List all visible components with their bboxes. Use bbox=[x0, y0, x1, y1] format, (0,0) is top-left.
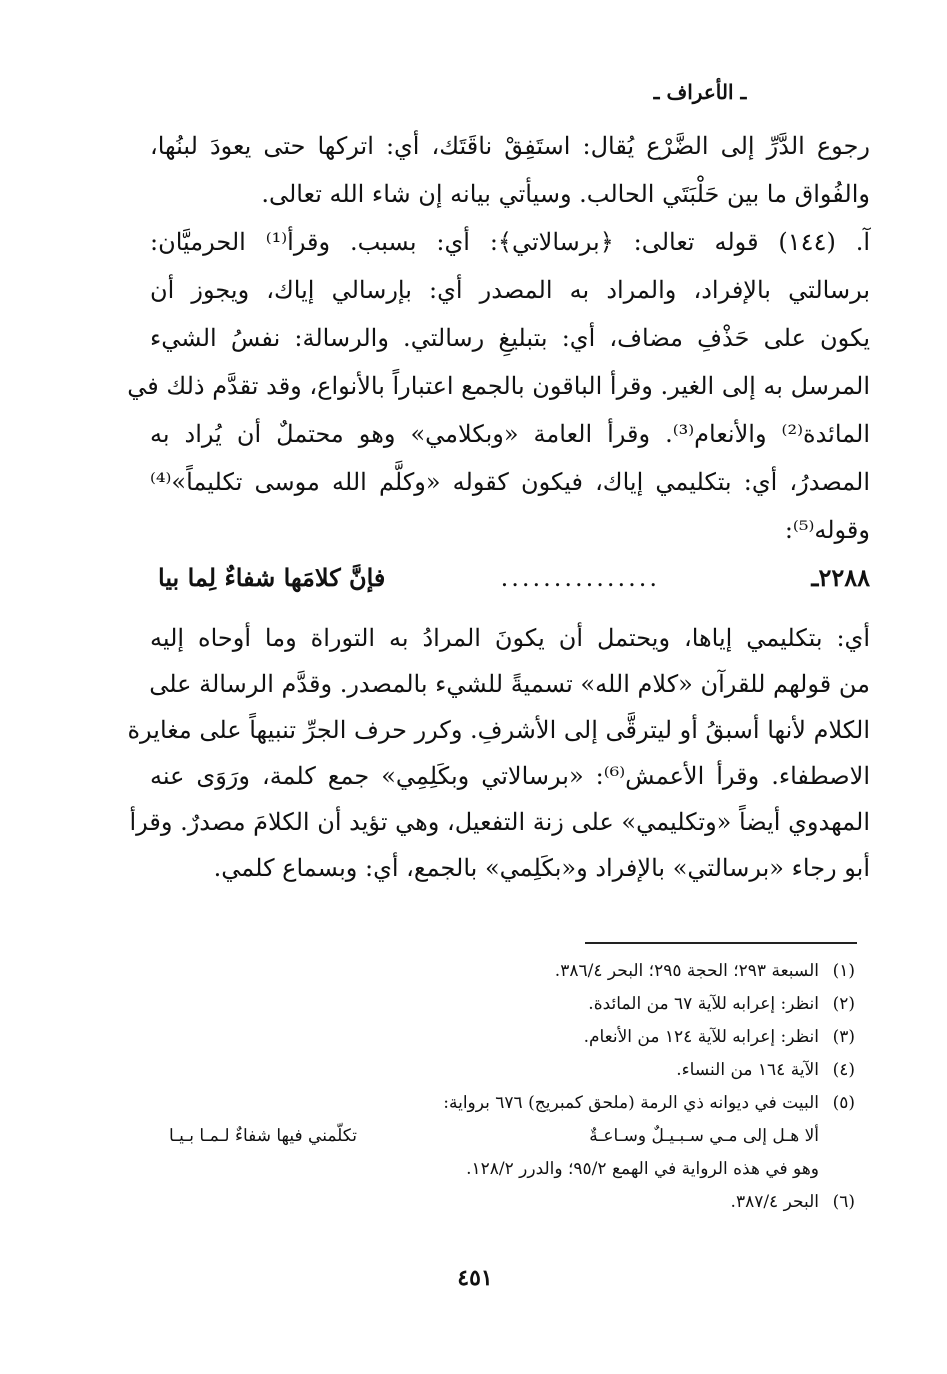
footnote-divider bbox=[585, 942, 857, 944]
verse-text: فإنَّ كلامَها شفاءٌ لِما بيا bbox=[158, 563, 386, 592]
footnote-text: السبعة ٢٩٣؛ الحجة ٢٩٥؛ البحر ٣٨٦/٤. bbox=[554, 961, 819, 981]
footnote-text: البيت في ديوانه ذي الرمة (ملحق كمبريج) ٦٧٦ برواية: bbox=[443, 1093, 819, 1113]
text-line: يكون على حَذْفِ مضاف، أي: بتبليغِ رسالتي. والرسالة: نفسُ الشيء bbox=[150, 324, 870, 352]
poem-hemistich-second: تكلّمني فيها شفاءٌ لـمـا بـيـا bbox=[169, 1126, 357, 1146]
text-line: من قولهم للقرآن «كلام الله» تسميةً للشيء بالمصدر. وقدَّم الرسالة على bbox=[149, 670, 870, 698]
footnote bbox=[135, 1186, 855, 1219]
text-line: أبو رجاء «برسالتي» بالإفراد و«بكَلِمي» بالجمع، أي: وبسماع كلمي. bbox=[213, 854, 870, 882]
text-line: آ. (١٤٤) قوله تعالى: ﴿برسالاتي﴾: أي: بسبب. وقرأ⁽¹⁾ الحرميَّان: bbox=[150, 228, 870, 256]
footnote-text: البحر ٣٨٧/٤. bbox=[730, 1192, 819, 1212]
footnote bbox=[135, 1087, 855, 1120]
running-title: ـ الأعراف ـ bbox=[653, 80, 747, 104]
page-number: ٤٥١ bbox=[457, 1265, 493, 1291]
footnote bbox=[135, 955, 855, 988]
text-line: الاصطفاء. وقرأ الأعمش⁽⁶⁾: «برسالاتي وبكَلِمِي» جمع كلمة، ورَوَى عنه bbox=[150, 762, 870, 790]
text-line: الكلام لأنها أسبقُ أو ليترقَّى إلى الأشرفِ. وكرر حرف الجرِّ تنبيهاً على مغايرة bbox=[127, 716, 870, 744]
text-line: المهدوي أيضاً «وتكليمي» على زنة التفعيل، وهي تؤيد أن الكلامَ مصدرٌ. وقرأ bbox=[129, 808, 870, 836]
footnote-continuation: وهو في هذه الرواية في الهمع ٩٥/٢؛ والدرر ١٢٨/٢. bbox=[466, 1159, 819, 1179]
text-line: برسالتي بالإفراد، والمراد به المصدر أي: بإرسالي إياك، ويجوز أن bbox=[150, 276, 870, 304]
footnote-number: (٣) bbox=[832, 1027, 855, 1047]
footnote-number: (٦) bbox=[832, 1192, 855, 1212]
verse-number: ٢٢٨٨ـ bbox=[811, 563, 870, 592]
main-text-block-2 bbox=[127, 615, 870, 891]
text-line: والفُواق ما بين حَلْبَتَي الحالب. وسيأتي بيانه إن شاء الله تعالى. bbox=[261, 180, 870, 208]
poetry-verse bbox=[158, 553, 870, 603]
main-text-block bbox=[127, 122, 871, 554]
text-line: المصدرُ، أي: بتكليمي إياك، فيكون كقوله «وكلَّم الله موسى تكليماً»⁽⁴⁾ bbox=[150, 468, 870, 496]
footnote-text: انظر: إعرابه للآية ٦٧ من المائدة. bbox=[588, 994, 819, 1014]
text-line: المائدة⁽²⁾ والأنعام⁽³⁾. وقرأ العامة «وبكلامي» وهو محتملٌ أن يُراد به bbox=[150, 420, 871, 448]
poem-hemistich-first: ألا هـل إلى مـي سـبـيـلٌ وسـاعـةٌ bbox=[589, 1126, 819, 1146]
footnote bbox=[135, 988, 855, 1021]
text-line: وقوله⁽⁵⁾: bbox=[784, 516, 870, 544]
footnote-number: (٥) bbox=[832, 1093, 855, 1113]
text-line: رجوع الدَّرِّ إلى الضَّرْع يُقال: استَفِقْ ناقَتَك، أي: اتركها حتى يعودَ لبنُها، bbox=[150, 132, 870, 160]
verse-ellipsis: ............... bbox=[500, 564, 660, 592]
footnotes bbox=[135, 955, 855, 1219]
text-line: المرسل به إلى الغير. وقرأ الباقون بالجمع اعتباراً بالأنواع، وقد تقدَّم ذلك في bbox=[127, 372, 870, 400]
footnote bbox=[135, 1021, 855, 1054]
footnote-number: (٢) bbox=[832, 994, 855, 1014]
footnote-text: انظر: إعرابه للآية ١٢٤ من الأنعام. bbox=[583, 1027, 819, 1047]
footnote-number: (١) bbox=[832, 961, 855, 981]
footnote-poem bbox=[169, 1120, 819, 1153]
footnote bbox=[135, 1054, 855, 1087]
footnote-number: (٤) bbox=[832, 1060, 855, 1080]
footnote-text: الآية ١٦٤ من النساء. bbox=[676, 1060, 819, 1080]
text-line: أي: بتكليمي إياها، ويحتمل أن يكونَ المرادُ به التوراة وما أوحاه إليه bbox=[150, 624, 870, 652]
